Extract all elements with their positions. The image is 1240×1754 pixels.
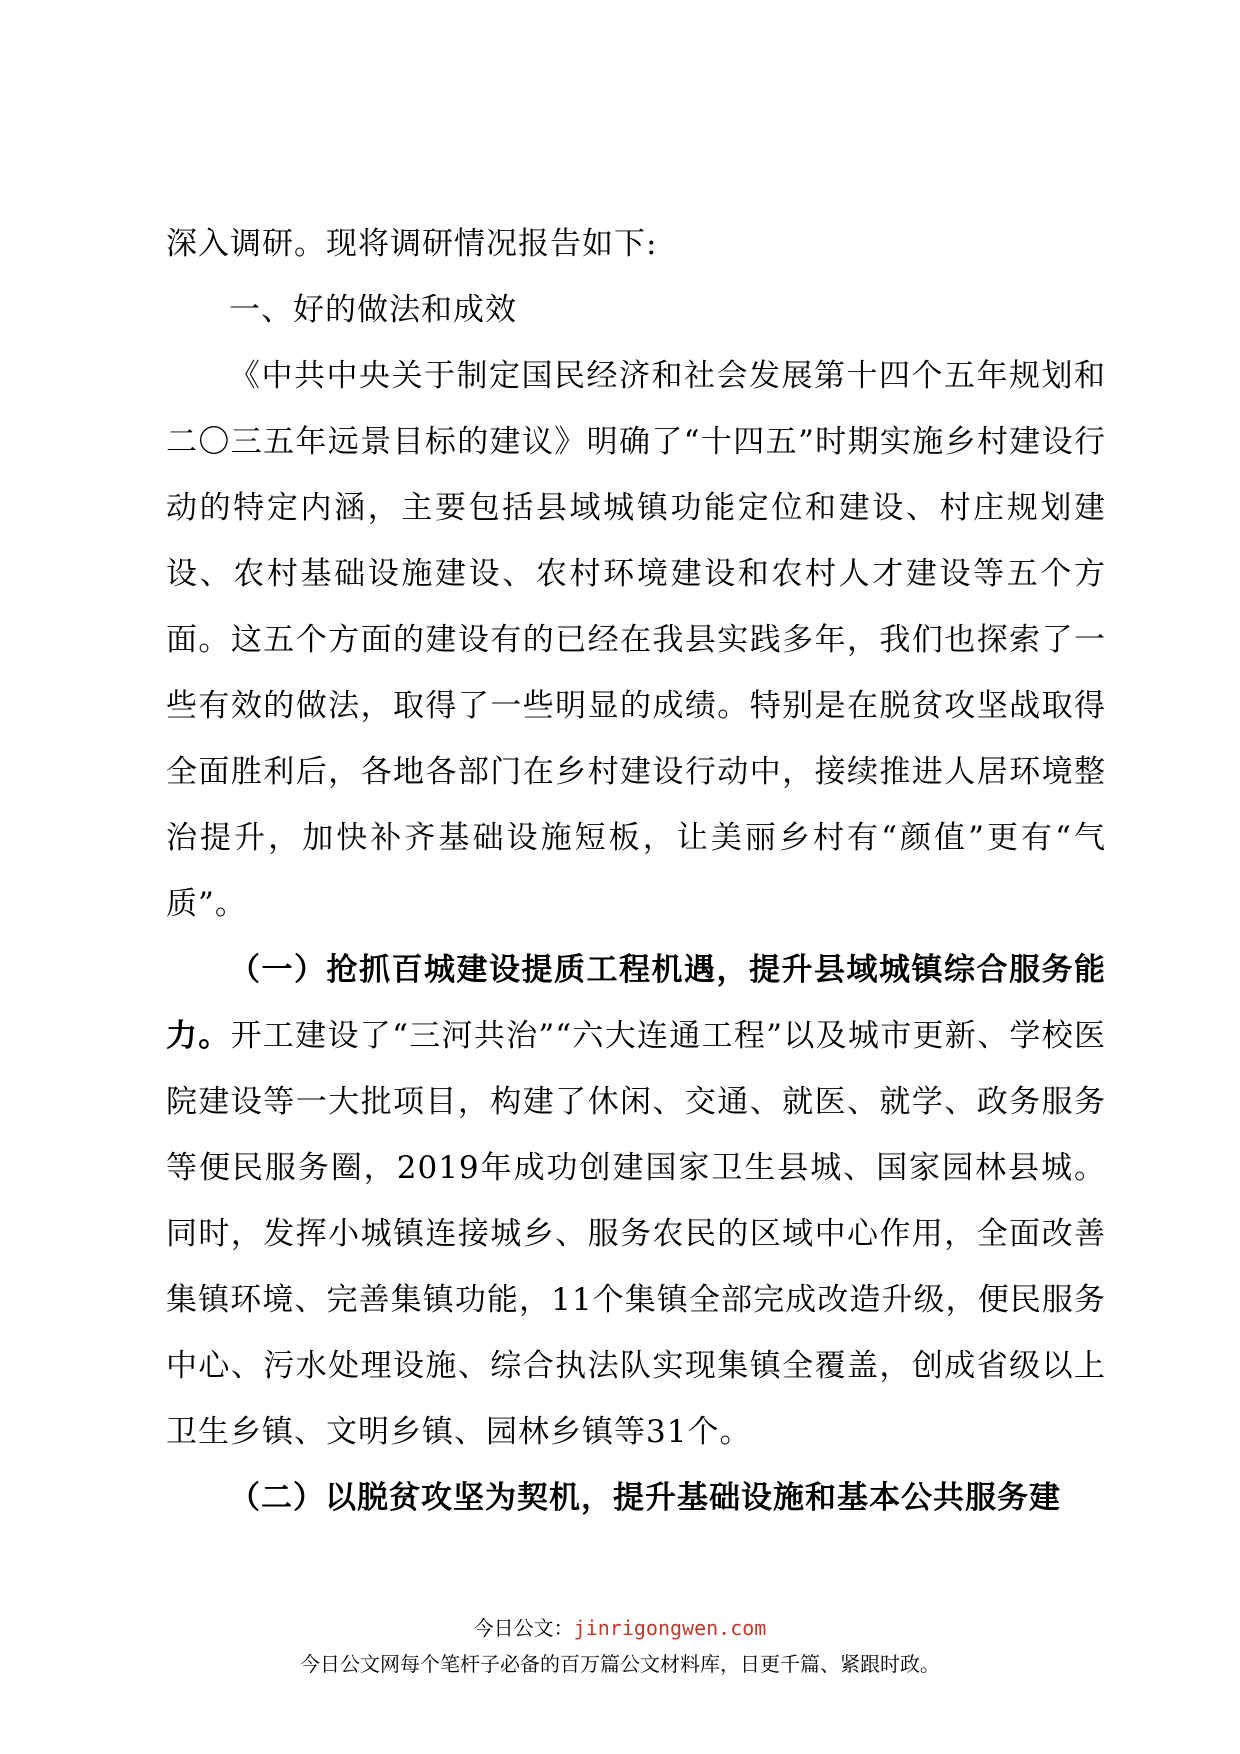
paragraph-3 <box>166 1465 1106 1531</box>
footer-source <box>0 1612 1240 1641</box>
document-body <box>166 211 1106 1531</box>
section-heading: 一、好的做法和成效 <box>229 292 517 328</box>
footer-url[interactable]: jinrigongwen.com <box>573 1616 767 1640</box>
footer-label: 今日公文： <box>473 1616 574 1640</box>
paragraph-2-body: 开工建设了“三河共治”“六大连通工程”以及城市更新、学校医院建设等一大批项目，构建了休闲、交通、就医、就学、政务服务等便民服务圈，2019年成功创建国家卫生县城、国家园林县城。同时，发挥小城镇连接城乡、服务农民的区域中心作用，全面改善集镇环境、完善集镇功能，11个集镇全部完成改造升级，便民服务中心、污水处理设施、综合执法队实现集镇全覆盖，创成省级以上卫生乡镇、文明乡镇、园林乡镇等31个。 <box>166 1018 1106 1450</box>
footer-tagline: 今日公文网每个笔杆子必备的百万篇公文材料库，日更千篇、紧跟时政。 <box>300 1652 940 1676</box>
paragraph-1: 《中共中央关于制定国民经济和社会发展第十四个五年规划和二〇三五年远景目标的建议》明确了“十四五”时期实施乡村建设行动的特定内涵，主要包括县域城镇功能定位和建设、村庄规划建设、农村基础设施建设、农村环境建设和农村人才建设等五个方面。这五个方面的建设有的已经在我县实践多年，我们也探索了一些有效的做法，取得了一些明显的成绩。特别是在脱贫攻坚战取得全面胜利后，各地各部门在乡村建设行动中，接续推进人居环境整治提升，加快补齐基础设施短板，让美丽乡村有“颜值”更有“气质”。 <box>166 358 1106 922</box>
intro-line: 深入调研。现将调研情况报告如下: <box>166 226 658 262</box>
paragraph-3-lead: （二）以脱贫攻坚为契机，提升基础设施和基本公共服务建 <box>229 1480 1061 1516</box>
paragraph-2 <box>166 937 1106 1465</box>
paragraph-2-lead: （一）抢抓百城建设提质工程机遇，提升县域城镇综合服务能力。 <box>166 952 1106 1054</box>
